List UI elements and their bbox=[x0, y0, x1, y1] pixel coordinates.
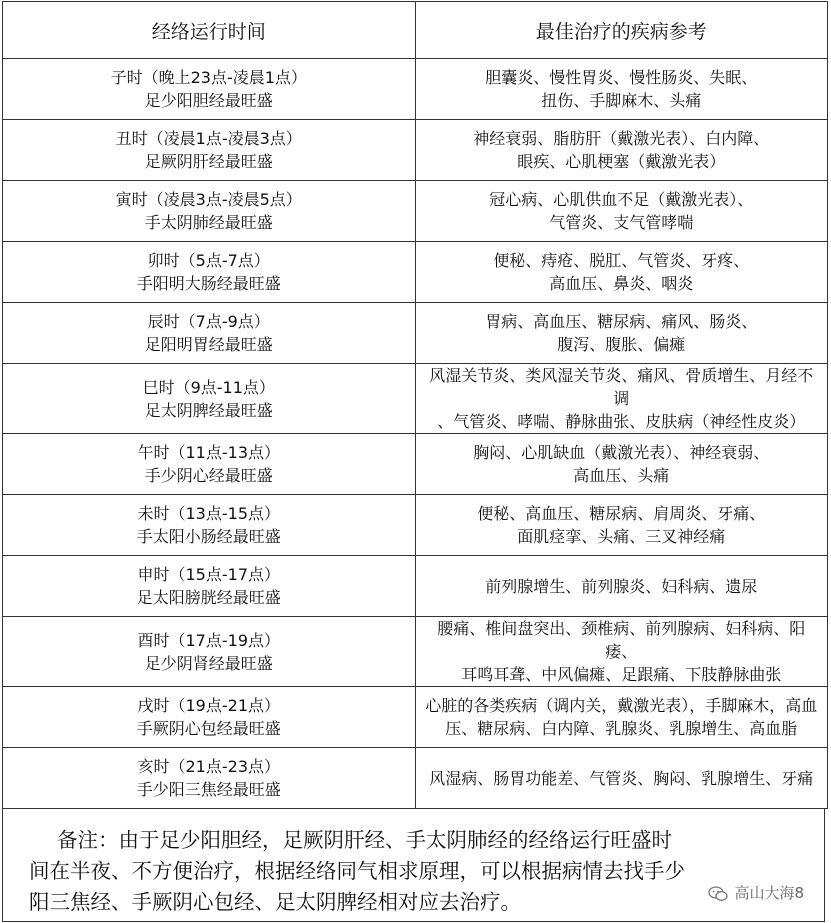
meridian-name: 手厥阴心包经最旺盛 bbox=[136, 719, 281, 738]
disease-line: 压、糖尿病、白内障、乳腺炎、乳腺增生、高血脂 bbox=[445, 719, 798, 738]
meridian-time-cell bbox=[3, 556, 416, 617]
meridian-name: 足少阴肾经最旺盛 bbox=[144, 653, 273, 673]
table-row bbox=[3, 748, 828, 809]
disease-cell bbox=[415, 242, 828, 303]
watermark bbox=[708, 878, 804, 909]
remark-line: 间在半夜、不方便治疗，根据经络同气相求原理，可以根据病情去找手少 bbox=[29, 859, 685, 883]
header-treatment: 最佳治疗的疾病参考 bbox=[415, 2, 828, 59]
disease-line: 高血压、头痛 bbox=[573, 466, 670, 485]
table-row bbox=[3, 242, 828, 303]
meridian-time-cell bbox=[3, 120, 416, 181]
meridian-name: 手太阴肺经最旺盛 bbox=[144, 213, 273, 232]
meridian-name: 足阳明胃经最旺盛 bbox=[144, 335, 273, 354]
disease-line: 风湿病、肠胃功能差、气管炎、胸闷、乳腺增生、牙痛 bbox=[429, 768, 814, 788]
remark-line: 备注：由于足少阳胆经，足厥阴肝经、手太阴肺经的经络运行旺盛时 bbox=[57, 828, 672, 852]
disease-cell bbox=[415, 556, 828, 617]
time-range: 戌时（19点-21点） bbox=[137, 696, 280, 715]
disease-line: 胃病、高血压、糖尿病、痛风、肠炎、 bbox=[485, 312, 758, 331]
meridian-table bbox=[2, 1, 828, 809]
disease-line: 、气管炎、哮喘、静脉曲张、皮肤病（神经性皮炎） bbox=[437, 412, 806, 431]
disease-cell bbox=[415, 617, 828, 687]
time-range: 申时（15点-17点） bbox=[137, 565, 280, 584]
disease-line: 眼疾、心肌梗塞（戴激光表） bbox=[517, 152, 726, 171]
disease-line: 风湿关节炎、类风湿关节炎、痛风、骨质增生、月经不调 bbox=[429, 366, 814, 408]
disease-cell bbox=[415, 181, 828, 242]
table-row bbox=[3, 181, 828, 242]
disease-line: 前列腺增生、前列腺炎、妇科病、遗尿 bbox=[485, 576, 758, 596]
meridian-time-cell bbox=[3, 303, 416, 364]
time-range: 未时（13点-15点） bbox=[137, 504, 280, 523]
disease-cell bbox=[415, 364, 828, 434]
time-range: 丑时（凌晨1点-凌晨3点） bbox=[115, 129, 302, 148]
disease-line: 便秘、痔疮、脱肛、气管炎、牙疼、 bbox=[493, 251, 750, 270]
disease-cell bbox=[415, 748, 828, 809]
table-row bbox=[3, 556, 828, 617]
meridian-schedule-sheet bbox=[2, 1, 828, 921]
disease-line: 神经衰弱、脂肪肝（戴激光表）、白内障、 bbox=[473, 129, 770, 148]
meridian-name: 足太阳膀胱经最旺盛 bbox=[136, 588, 281, 607]
header-meridian-time: 经络运行时间 bbox=[3, 2, 416, 59]
time-range: 午时（11点-13点） bbox=[137, 443, 280, 462]
meridian-time-cell bbox=[3, 59, 416, 120]
meridian-time-cell bbox=[3, 181, 416, 242]
meridian-name: 足厥阴肝经最旺盛 bbox=[144, 152, 273, 171]
disease-cell bbox=[415, 434, 828, 495]
meridian-name: 足太阴脾经最旺盛 bbox=[144, 400, 273, 420]
time-range: 卯时（5点-7点） bbox=[147, 251, 270, 270]
disease-line: 扭伤、手脚麻木、头痛 bbox=[541, 91, 702, 110]
wechat-icon bbox=[708, 886, 728, 902]
table-row bbox=[3, 495, 828, 556]
meridian-name: 手少阴心经最旺盛 bbox=[144, 466, 273, 485]
table-row bbox=[3, 687, 828, 748]
meridian-name: 手太阳小肠经最旺盛 bbox=[136, 527, 281, 546]
watermark-text: 高山大海8 bbox=[734, 884, 804, 902]
meridian-time-cell bbox=[3, 617, 416, 687]
time-range: 巳时（9点-11点） bbox=[142, 377, 275, 397]
table-row bbox=[3, 617, 828, 687]
meridian-time-cell bbox=[3, 364, 416, 434]
table-row bbox=[3, 59, 828, 120]
meridian-time-cell bbox=[3, 748, 416, 809]
time-range: 子时（晚上23点-凌晨1点） bbox=[110, 68, 307, 87]
meridian-time-cell bbox=[3, 495, 416, 556]
disease-cell bbox=[415, 687, 828, 748]
disease-cell bbox=[415, 303, 828, 364]
time-range: 寅时（凌晨3点-凌晨5点） bbox=[115, 190, 302, 209]
disease-line: 气管炎、支气管哮喘 bbox=[549, 213, 694, 232]
meridian-time-cell bbox=[3, 242, 416, 303]
remark-box bbox=[2, 809, 825, 922]
meridian-time-cell bbox=[3, 687, 416, 748]
meridian-name: 手阳明大肠经最旺盛 bbox=[136, 274, 281, 293]
disease-line: 耳鸣耳聋、中风偏瘫、足跟痛、下肢静脉曲张 bbox=[461, 665, 782, 684]
time-range: 酉时（17点-19点） bbox=[137, 630, 280, 650]
disease-line: 腰痛、椎间盘突出、颈椎病、前列腺病、妇科病、阳痿、 bbox=[437, 619, 806, 661]
time-range: 辰时（7点-9点） bbox=[147, 312, 270, 331]
disease-line: 腹泻、腹胀、偏瘫 bbox=[557, 335, 686, 354]
table-header-row bbox=[3, 2, 828, 59]
meridian-name: 足少阳胆经最旺盛 bbox=[144, 91, 273, 110]
disease-line: 胆囊炎、慢性胃炎、慢性肠炎、失眠、 bbox=[485, 68, 758, 87]
meridian-time-cell bbox=[3, 434, 416, 495]
disease-line: 胸闷、心肌缺血（戴激光表）、神经衰弱、 bbox=[473, 443, 770, 462]
remark-line: 阳三焦经、手厥阴心包经、足太阴脾经相对应去治疗。 bbox=[29, 890, 521, 914]
disease-line: 心脏的各类疾病（调内关，戴激光表），手脚麻木，高血 bbox=[425, 696, 818, 715]
table-row bbox=[3, 434, 828, 495]
disease-line: 冠心病、心肌供血不足（戴激光表）、 bbox=[489, 190, 754, 209]
table-row bbox=[3, 364, 828, 434]
time-range: 亥时（21点-23点） bbox=[137, 757, 280, 776]
disease-cell bbox=[415, 120, 828, 181]
disease-line: 高血压、鼻炎、咽炎 bbox=[549, 274, 694, 293]
table-row bbox=[3, 303, 828, 364]
meridian-name: 手少阳三焦经最旺盛 bbox=[136, 780, 281, 799]
disease-line: 面肌痉挛、头痛、三叉神经痛 bbox=[517, 527, 726, 546]
table-row bbox=[3, 120, 828, 181]
disease-line: 便秘、高血压、糖尿病、肩周炎、牙痛、 bbox=[477, 504, 766, 523]
disease-cell bbox=[415, 59, 828, 120]
disease-cell bbox=[415, 495, 828, 556]
